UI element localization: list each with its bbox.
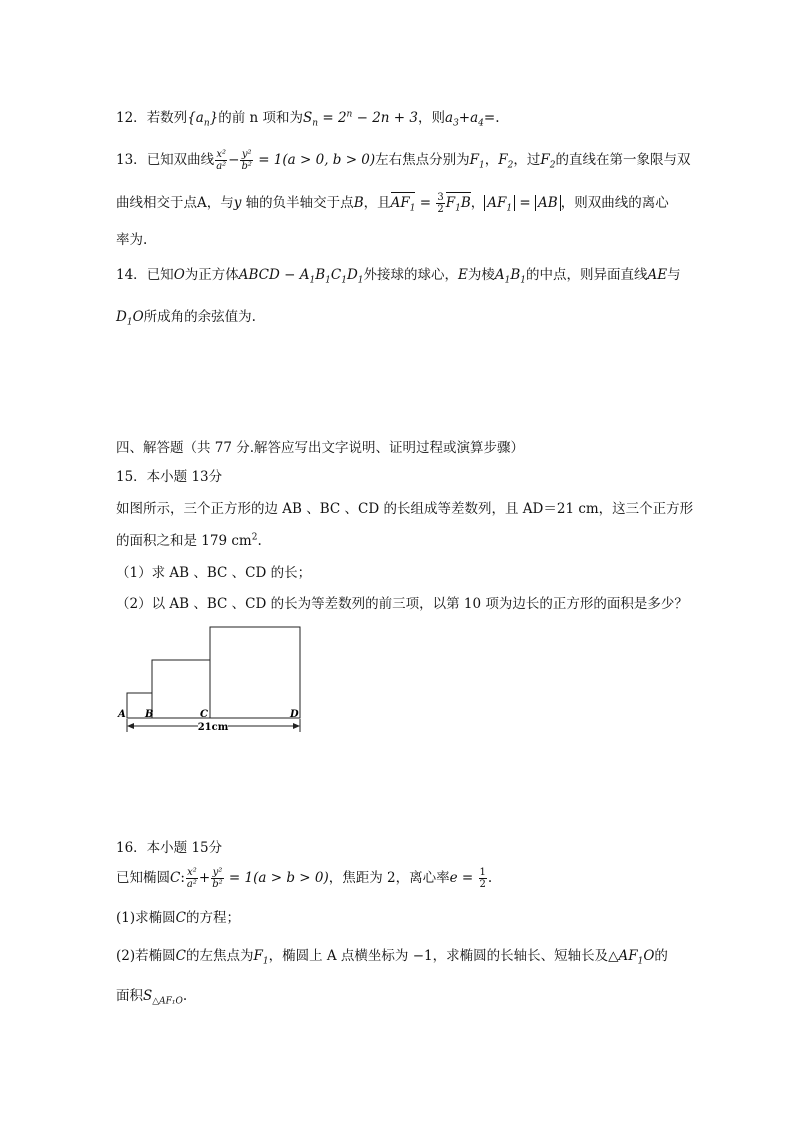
punctuation: ， — [470, 195, 485, 211]
fraction-y2-b2: $\frac{\text{y²}}{\text{b²}}$ — [212, 867, 223, 890]
question-text: 所成角的余弦值为. — [143, 309, 256, 325]
label-a: A — [118, 709, 126, 720]
focus-f1: $F_1$ — [469, 152, 485, 171]
question-text: (1)求椭圆 — [116, 910, 176, 926]
point-b: B — [353, 195, 364, 211]
question-13-line-2 — [116, 191, 669, 215]
squares-figure — [116, 622, 306, 734]
dimension-label: 21cm — [197, 722, 229, 733]
ellipse-c: C — [175, 948, 186, 964]
question-16-part-3 — [116, 984, 187, 1007]
question-text: 若数列 — [146, 110, 188, 126]
section-heading: 四、解答题（共 77 分.解答应写出文字说明、证明过程或演算步骤） — [116, 440, 525, 456]
question-16-part-1 — [116, 906, 240, 926]
fraction-1-2: $\frac{1}{2}$ — [479, 867, 486, 890]
question-text: =. — [483, 110, 500, 126]
equals-sign: = — [415, 195, 436, 211]
sequence-notation: $\{a_n\}$ — [187, 110, 219, 129]
square-cd — [210, 627, 300, 718]
question-text: 的 — [654, 948, 668, 964]
question-text: (2)若椭圆 — [116, 948, 176, 964]
question-text: 的面积之和是 179 cm — [116, 533, 252, 549]
question-16-header: 16．本小题 15分 — [116, 840, 223, 856]
question-text: ，则 — [418, 110, 445, 126]
question-text: ，过 — [513, 152, 541, 168]
triangle-af1o: $\triangle AF_1O$ — [608, 948, 655, 967]
question-12 — [116, 106, 500, 129]
question-number: 14． — [116, 267, 147, 283]
line-d1o: $D_1O$ — [116, 309, 144, 328]
label-b: B — [145, 709, 154, 720]
question-text: . — [257, 533, 262, 549]
focus-f2-ref: $F_2$ — [540, 152, 556, 171]
question-text: 轴的负半轴交于点 — [241, 195, 354, 211]
focus-f1: $F_1$ — [253, 948, 269, 967]
question-16-line-1 — [116, 866, 492, 890]
question-text: 已知椭圆 — [116, 870, 170, 886]
vector-af1: $AF_1$ — [390, 195, 416, 214]
cube-notation: ABCD − $A_1B_1C_1D_1$ — [238, 267, 364, 286]
arrow-right-icon — [293, 723, 300, 729]
equals-sign: = — [515, 195, 536, 211]
question-text: 外接球的球心， — [363, 267, 459, 283]
question-14-line-1 — [116, 263, 681, 286]
equation-condition: = 1(a > b > 0) — [224, 870, 329, 886]
question-text: 率为. — [116, 232, 148, 248]
equation-condition: = 1(a > 0, b > 0) — [253, 152, 376, 168]
fraction-3-2: $\frac{3}{2}$ — [437, 192, 444, 215]
question-text: 曲线相交于点A，与 — [116, 195, 234, 211]
eccentricity-symbol: e — [449, 870, 458, 886]
question-number: 13． — [116, 152, 147, 168]
label-d: D — [290, 709, 299, 720]
question-15-header: 15．本小题 13分 — [116, 469, 223, 485]
question-text: 的中点，则异面直线 — [526, 267, 648, 283]
question-15-line-2 — [116, 529, 262, 549]
question-text: 面积 — [116, 988, 143, 1004]
plus-sign: + — [198, 870, 211, 886]
area-symbol: $S_{\triangle AF_1O}$ — [143, 988, 183, 1007]
question-text: ，则双曲线的离心 — [560, 195, 669, 211]
question-13-line-3 — [116, 228, 147, 248]
question-text: 为正方体 — [184, 267, 239, 283]
question-13-line-1 — [116, 148, 691, 172]
arrow-left-icon — [127, 723, 134, 729]
question-text: 为棱 — [467, 267, 495, 283]
question-text: 的左焦点为 — [185, 948, 254, 964]
question-16-part-2 — [116, 944, 668, 967]
question-number: 12． — [116, 110, 147, 126]
question-text: ，且 — [363, 195, 391, 211]
fraction-x2-a2: $\frac{\text{x²}}{\text{a²}}$ — [186, 867, 197, 890]
question-text: 的直线在第一象限与双 — [555, 152, 691, 168]
minus-sign: − — [228, 152, 240, 168]
ellipse-c: C — [170, 870, 181, 886]
abs-af1: $AF_1$ — [484, 195, 515, 211]
punctuation: . — [182, 988, 188, 1004]
label-c: C — [200, 709, 208, 720]
question-text: 左右焦点分别为 — [375, 152, 470, 168]
question-15-part-2: （2）以 AB 、BC 、CD 的长为等差数列的前三项，以第 10 项为边长的正方形的面积是多少？ — [116, 596, 688, 612]
question-text: 的前 n 项和为 — [218, 110, 303, 126]
superscript: 2 — [251, 532, 258, 543]
question-text: ，焦距为 2，离心率 — [328, 870, 450, 886]
question-text: 已知 — [146, 267, 174, 283]
point-e: E — [458, 267, 468, 283]
answer-expression: $a_3+a_4$ — [445, 110, 484, 129]
question-text: 已知双曲线 — [146, 152, 215, 168]
abs-ab: AB — [535, 195, 561, 211]
punctuation: : — [180, 870, 185, 886]
question-14-line-2 — [116, 305, 256, 328]
fraction-y2-b2: $\frac{\text{y²}}{\text{b²}}$ — [241, 149, 252, 172]
question-text: 与 — [667, 267, 681, 283]
equals-sign: = — [457, 870, 478, 886]
y-axis-symbol: y — [233, 195, 242, 211]
point-o: O — [173, 267, 185, 283]
punctuation: . — [487, 870, 493, 886]
fraction-x2-a2: $\frac{\text{x²}}{\text{a²}}$ — [216, 149, 227, 172]
question-text: ，椭圆上 A 点横坐标为 −1，求椭圆的长轴长、短轴长及 — [268, 948, 609, 964]
sum-formula: $S_n = 2^n - 2n + 3$ — [303, 109, 418, 129]
line-ae: AE — [647, 267, 668, 283]
focus-f2: $F_2$ — [498, 152, 514, 171]
question-text: 的方程； — [185, 910, 240, 926]
vector-f1b: $F_1B$ — [445, 195, 471, 214]
ellipse-c: C — [175, 910, 186, 926]
punctuation: ， — [484, 152, 499, 168]
question-15-line-1: 如图所示，三个正方形的边 AB 、BC 、CD 的长组成等差数列，且 AD＝21 cm，这三个正方形 — [116, 501, 694, 517]
edge-a1b1: $A_1B_1$ — [494, 267, 527, 286]
question-15-part-1: （1）求 AB 、BC 、CD 的长； — [116, 565, 312, 581]
